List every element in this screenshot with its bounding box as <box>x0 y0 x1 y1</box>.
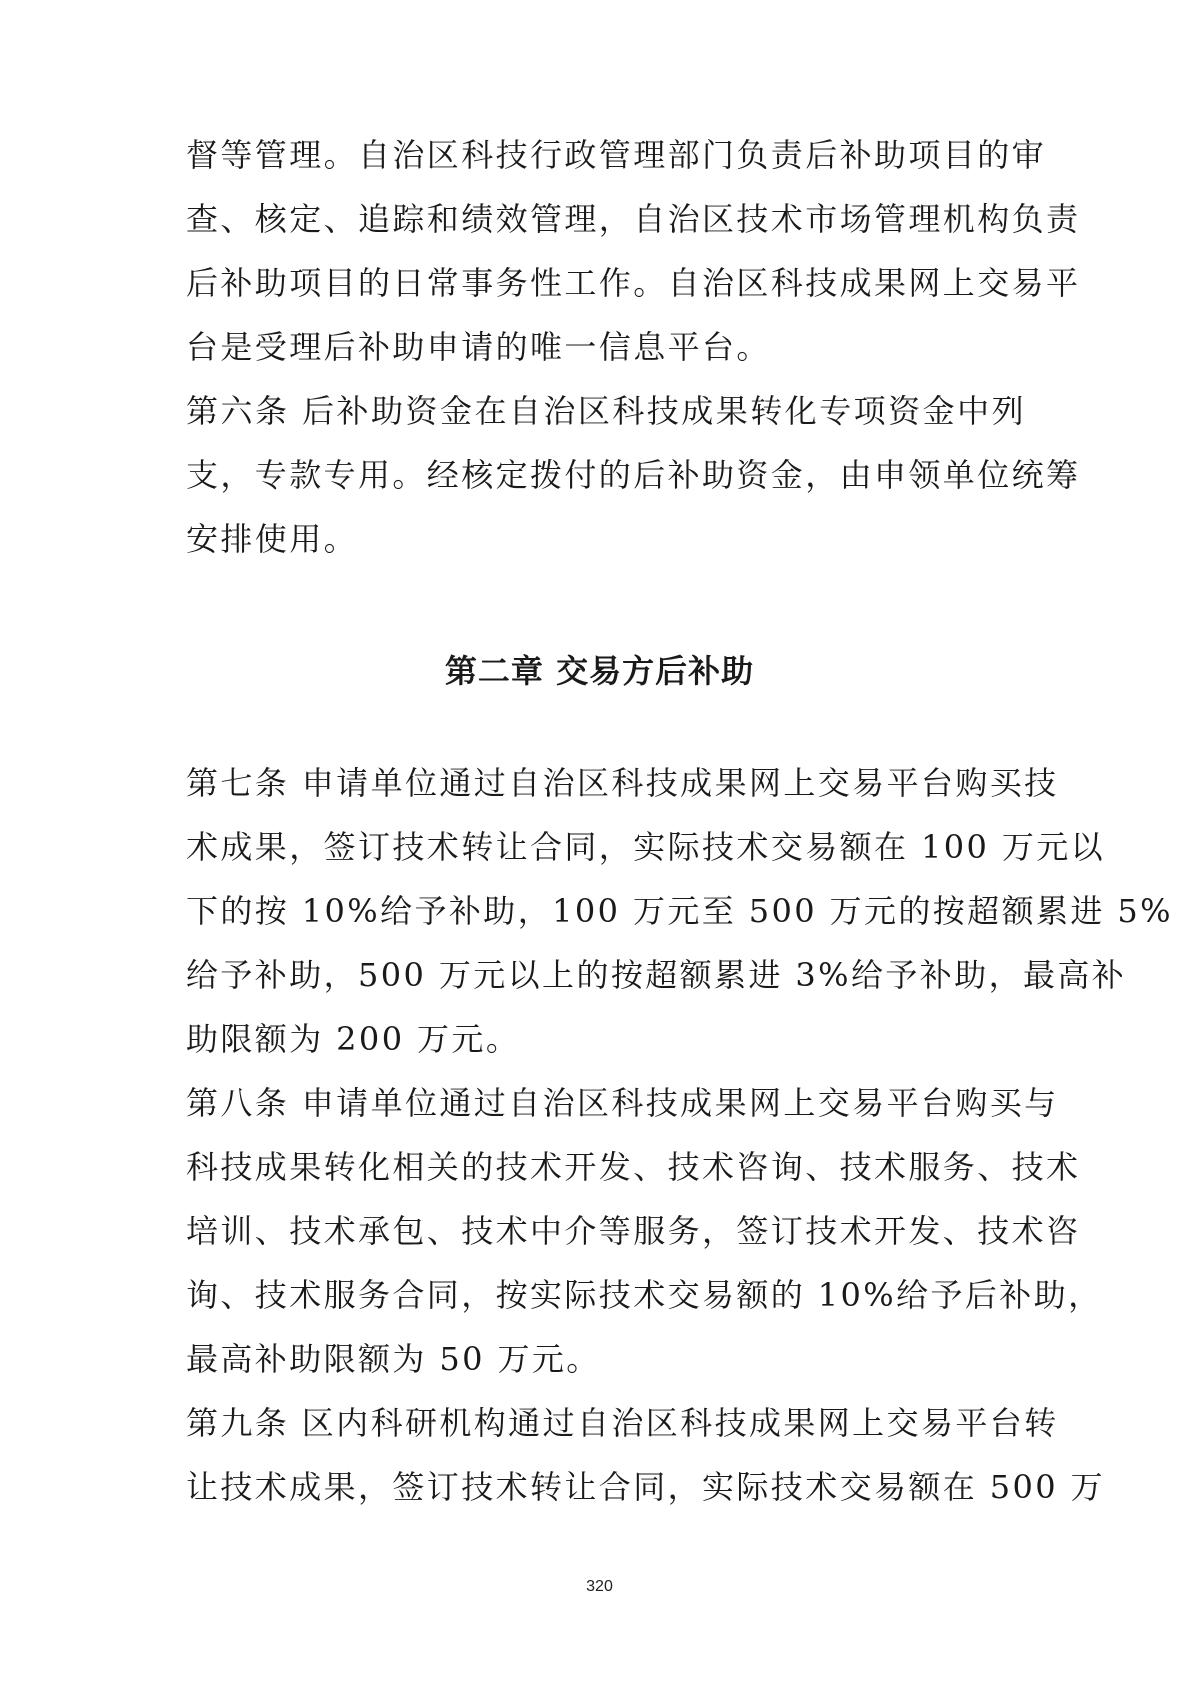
text-line: 查、核定、追踪和绩效管理，自治区技术市场管理机构负责 <box>186 200 1081 238</box>
body-text-section-one <box>186 123 1081 571</box>
text-line: 询、技术服务合同，按实际技术交易额的 10%给予后补助， <box>186 1276 1103 1314</box>
text-line: 后补助项目的日常事务性工作。自治区科技成果网上交易平 <box>186 264 1081 302</box>
article-6-line: 第六条 后补助资金在自治区科技成果转化专项资金中列 <box>186 392 1026 430</box>
text-line: 培训、技术承包、技术中介等服务，签订技术开发、技术咨 <box>186 1212 1081 1250</box>
page-number: 320 <box>586 1578 613 1595</box>
text-line: 台是受理后补助申请的唯一信息平台。 <box>186 328 771 366</box>
text-line: 给予补助，500 万元以上的按超额累进 3%给予补助，最高补 <box>186 956 1127 994</box>
article-9-line: 第九条 区内科研机构通过自治区科技成果网上交易平台转 <box>186 1404 1059 1442</box>
text-line: 支，专款专用。经核定拨付的后补助资金，由申领单位统筹 <box>186 456 1081 494</box>
text-line: 科技成果转化相关的技术开发、技术咨询、技术服务、技术 <box>186 1148 1081 1186</box>
text-line: 术成果，签订技术转让合同，实际技术交易额在 100 万元以 <box>186 828 1106 866</box>
body-text-section-two <box>186 751 1173 1519</box>
article-8-line: 第八条 申请单位通过自治区科技成果网上交易平台购买与 <box>186 1084 1059 1122</box>
text-line: 下的按 10%给予补助，100 万元至 500 万元的按超额累进 5% <box>186 892 1173 930</box>
article-7-line: 第七条 申请单位通过自治区科技成果网上交易平台购买技 <box>186 764 1059 802</box>
text-line: 安排使用。 <box>186 520 359 558</box>
text-line: 让技术成果，签订技术转让合同，实际技术交易额在 500 万 <box>186 1468 1106 1506</box>
text-line: 助限额为 200 万元。 <box>186 1020 521 1058</box>
chapter-heading: 第二章 交易方后补助 <box>444 652 755 690</box>
text-line: 最高补助限额为 50 万元。 <box>186 1340 601 1378</box>
text-line: 督等管理。自治区科技行政管理部门负责后补助项目的审 <box>186 136 1047 174</box>
